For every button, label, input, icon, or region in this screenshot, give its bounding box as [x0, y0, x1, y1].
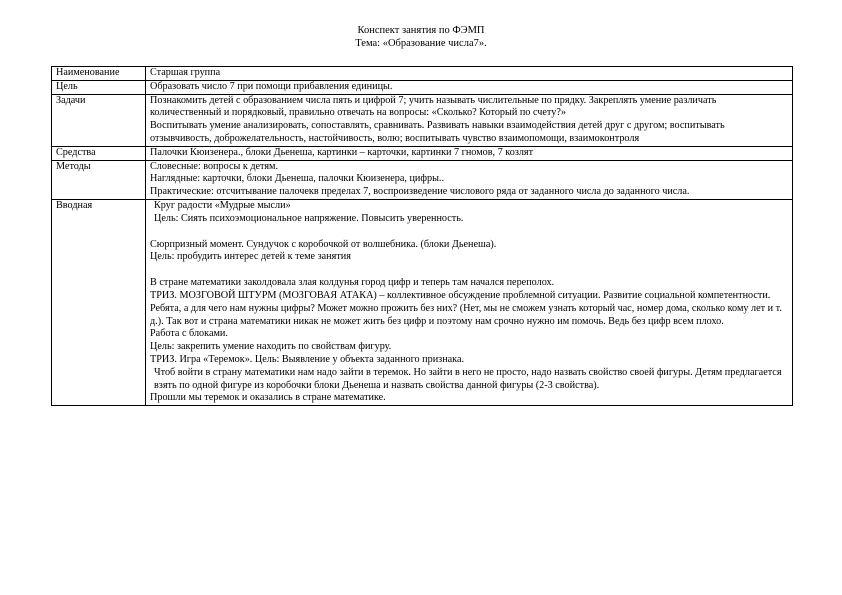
paragraph: Словесные: вопросы к детям.	[150, 160, 279, 172]
paragraph: Работа с блоками.	[150, 328, 228, 340]
row-label: Цель	[52, 80, 146, 94]
paragraph: Воспитывать умение анализировать, сопоставлять, сравнивать. Развивать навыки взаимодействия детей друг с другом; воспитывать отзывчивость, доброжелательность, настойчивость, волю; воспитывать чувство взаимопомощи, взаимоконтроля	[150, 120, 725, 144]
row-label: Средства	[52, 146, 146, 160]
table-row	[52, 160, 793, 199]
paragraph: Практические: отсчитывание палочекв пределах 7, воспроизведение числового ряда от заданного числа до заданного числа.	[150, 186, 690, 198]
row-value: Образовать число 7 при помощи прибавления единицы.	[146, 80, 793, 94]
paragraph: Цель: пробудить интерес детей к теме занятия	[150, 251, 351, 263]
table-row	[52, 94, 793, 146]
paragraph: Прошли мы теремок и оказались в стране математике.	[150, 392, 386, 404]
row-label: Наименование	[52, 67, 146, 81]
paragraph: ТРИЗ. МОЗГОВОЙ ШТУРМ (МОЗГОВАЯ АТАКА) – коллективное обсуждение проблемной ситуации. Развитие социальной компетентности.	[150, 289, 771, 301]
paragraph: Сюрпризный момент. Сундучок с коробочкой от волшебника. (блоки Дьенеша).	[150, 238, 497, 250]
paragraph: Ребята, а для чего нам нужны цифры? Может можно прожить без них? (Нет, мы не сможем узнать который час, номер дома, сколько кому лет и т. д.). Так вот и страна математики никак не может жить без цифр и поэтому нам срочно нужно им помочь. Ведь без цифр всем плохо.	[150, 302, 782, 327]
row-value: Старшая группа	[146, 67, 793, 81]
paragraph: Наглядные: карточки, блоки Дьенеша, палочки Кюизенера, цифры..	[150, 173, 445, 185]
row-label: Методы	[52, 160, 146, 199]
lesson-plan-table	[51, 66, 793, 406]
table-row	[52, 199, 793, 405]
row-label: Вводная	[52, 199, 146, 405]
row-value: Палочки Кюизенера., блоки Дьенеша, картинки – карточки, картинки 7 гномов, 7 козлят	[146, 146, 793, 160]
row-value	[146, 94, 793, 146]
table-row	[52, 146, 793, 160]
row-value	[146, 199, 793, 405]
paragraph: Чтоб войти в страну математики нам надо зайти в теремок. Но зайти в него не просто, надо назвать свойство своей фигуры. Детям предлагается взять по одной фигуре из коробочки блоки Дьенеша и назвать свойства данной фигуры (2-3 свойства).	[154, 366, 782, 391]
paragraph: В стране математики заколдовала злая колдунья город цифр и теперь там начался переполох.	[150, 277, 555, 289]
document-title: Конспект занятия по ФЭМП	[357, 25, 485, 36]
table-row	[52, 67, 793, 81]
document-header	[0, 24, 842, 50]
row-label: Задачи	[52, 94, 146, 146]
paragraph: Круг радости «Мудрые мысли»	[154, 199, 291, 211]
document-topic: Тема: «Образование числа7».	[355, 38, 487, 49]
table-row	[52, 80, 793, 94]
paragraph: ТРИЗ. Игра «Теремок». Цель: Выявление у объекта заданного признака.	[150, 353, 465, 365]
paragraph: Познакомить детей с образованием числа пять и цифрой 7; учить называть числительные по прядку. Закреплять умение различать количественный и порядковый, правильно отвечать на вопросы: «Сколько? Который по счету?»	[150, 94, 717, 119]
row-value	[146, 160, 793, 199]
paragraph: Цель: Сиять психоэмоциональное напряжение. Повысить уверенность.	[154, 212, 464, 224]
paragraph: Цель: закрепить умение находить по свойствам фигуру.	[150, 341, 392, 353]
